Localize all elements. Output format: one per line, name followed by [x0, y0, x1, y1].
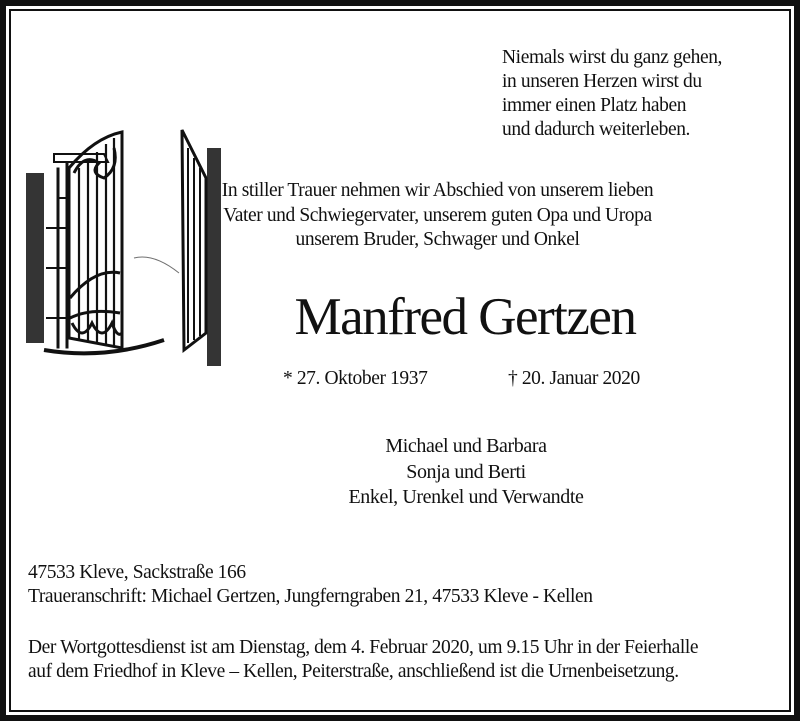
poem	[502, 46, 722, 142]
poem-line: immer einen Platz haben	[502, 95, 687, 116]
poem-line: Niemals wirst du ganz gehen,	[502, 47, 723, 68]
family-list	[260, 434, 672, 511]
service-info	[28, 636, 698, 684]
intro-text	[180, 179, 695, 253]
poem-line: und dadurch weiterleben.	[502, 119, 691, 140]
intro-line: unserem Bruder, Schwager und Onkel	[295, 229, 580, 250]
deceased-name: Manfred Gertzen	[294, 288, 636, 346]
address	[28, 561, 593, 609]
family-line: Sonja und Berti	[406, 460, 526, 483]
service-line: auf dem Friedhof in Kleve – Kellen, Peiterstraße, anschließend ist die Urnenbeisetzung.	[28, 661, 679, 682]
poem-line: in unseren Herzen wirst du	[502, 71, 702, 92]
intro-line: Vater und Schwiegervater, unserem guten Opa und Uropa	[223, 204, 652, 226]
address-line: 47533 Kleve, Sackstraße 166	[28, 562, 246, 583]
family-line: Enkel, Urenkel und Verwandte	[348, 486, 584, 508]
death-date: † 20. Januar 2020	[508, 368, 640, 389]
service-line: Der Wortgottesdienst ist am Dienstag, dem 4. Februar 2020, um 9.15 Uhr in der Feierhalle	[28, 637, 699, 658]
birth-date: * 27. Oktober 1937	[283, 368, 428, 389]
address-line: Traueranschrift: Michael Gertzen, Jungferngraben 21, 47533 Kleve - Kellen	[28, 586, 593, 607]
family-line: Michael und Barbara	[385, 435, 547, 457]
intro-line: In stiller Trauer nehmen wir Abschied von unserem lieben	[221, 180, 654, 201]
